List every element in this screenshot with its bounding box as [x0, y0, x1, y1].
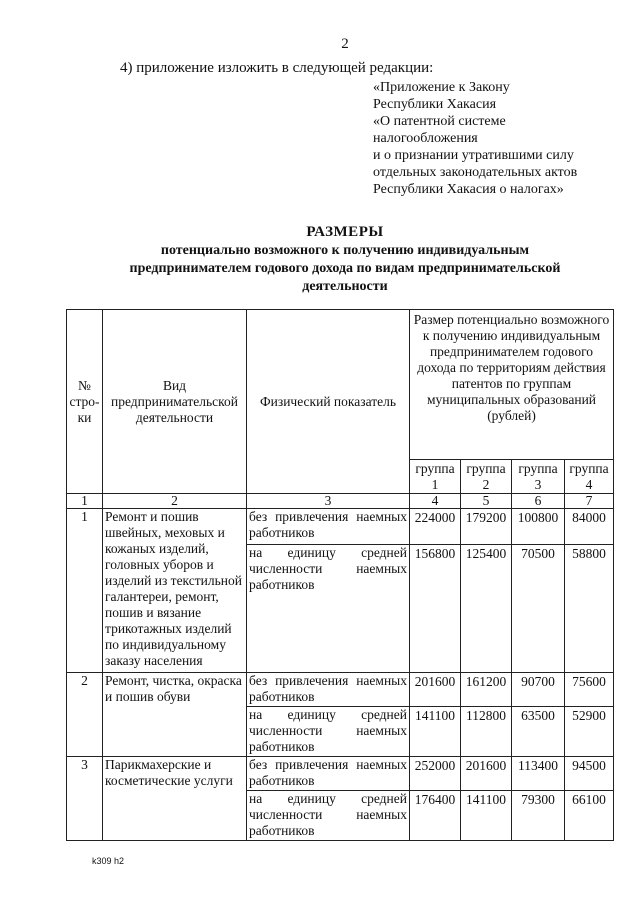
footer-code: k309 h2 [92, 856, 125, 866]
column-number: 2 [103, 494, 247, 509]
row-number: 3 [67, 757, 103, 841]
value-cell: 90700 [512, 673, 565, 707]
indicator-text: на единицу средней численности наемных работников [247, 707, 410, 757]
appendix-line: отдельных законодательных актов [373, 165, 578, 180]
value-cell: 201600 [410, 673, 461, 707]
value-cell: 112800 [461, 707, 512, 757]
income-table [66, 309, 614, 841]
header-group: группа 3 [512, 460, 565, 494]
activity-name: Ремонт, чистка, окраска и пошив обуви [103, 673, 247, 757]
appendix-line: налогообложения [373, 131, 478, 146]
indicator-text: без привлечения наемных работников [247, 509, 410, 545]
appendix-line: и о признании утратившими силу [373, 148, 574, 163]
value-cell: 70500 [512, 545, 565, 673]
column-number: 5 [461, 494, 512, 509]
indicator-text: на единицу средней численности наемных работников [247, 791, 410, 841]
value-cell: 201600 [461, 757, 512, 791]
value-cell: 79300 [512, 791, 565, 841]
value-cell: 224000 [410, 509, 461, 545]
row-number: 2 [67, 673, 103, 757]
value-cell: 113400 [512, 757, 565, 791]
activity-name: Ремонт и пошив швейных, меховых и кожаных изделий, головных уборов и изделий из текстильной галантереи, ремонт, пошив и вязание трикотажных изделий по индивидуальному заказу населения [103, 509, 247, 673]
column-number: 4 [410, 494, 461, 509]
column-number: 6 [512, 494, 565, 509]
header-income-size: Размер потенциально возможного к получению индивидуальным предпринимателем годового дохода по территориям действия патентов по группам муниципальных образований (рублей) [410, 310, 614, 460]
value-cell: 66100 [565, 791, 614, 841]
document-title: РАЗМЕРЫ [306, 224, 384, 240]
value-cell: 141100 [410, 707, 461, 757]
column-number: 3 [247, 494, 410, 509]
value-cell: 63500 [512, 707, 565, 757]
value-cell: 125400 [461, 545, 512, 673]
appendix-reference [373, 79, 577, 198]
appendix-line: Республики Хакасия [373, 97, 497, 112]
header-activity: Вид предпринимательской деятельности [103, 310, 247, 494]
document-subtitle: потенциально возможного к получению индивидуальным предпринимателем годового дохода по видам предпринимательской деятельности [129, 243, 561, 294]
indicator-text: без привлечения наемных работников [247, 673, 410, 707]
value-cell: 84000 [565, 509, 614, 545]
header-group: группа 4 [565, 460, 614, 494]
value-cell: 156800 [410, 545, 461, 673]
value-cell: 252000 [410, 757, 461, 791]
value-cell: 94500 [565, 757, 614, 791]
appendix-line: «О патентной системе [373, 114, 506, 129]
value-cell: 100800 [512, 509, 565, 545]
column-number: 7 [565, 494, 614, 509]
header-indicator: Физический показатель [247, 310, 410, 494]
value-cell: 52900 [565, 707, 614, 757]
header-group: группа 2 [461, 460, 512, 494]
header-row-number: № стро-ки [67, 310, 103, 494]
value-cell: 75600 [565, 673, 614, 707]
value-cell: 179200 [461, 509, 512, 545]
intro-text: 4) приложение изложить в следующей редакции: [120, 60, 434, 76]
activity-name: Парикмахерские и косметические услуги [103, 757, 247, 841]
value-cell: 58800 [565, 545, 614, 673]
value-cell: 161200 [461, 673, 512, 707]
page-number: 2 [341, 36, 349, 52]
appendix-line: Республики Хакасия о налогах» [373, 182, 564, 197]
row-number: 1 [67, 509, 103, 673]
column-number: 1 [67, 494, 103, 509]
header-group: группа 1 [410, 460, 461, 494]
indicator-text: без привлечения наемных работников [247, 757, 410, 791]
indicator-text: на единицу средней численности наемных работников [247, 545, 410, 673]
value-cell: 176400 [410, 791, 461, 841]
value-cell: 141100 [461, 791, 512, 841]
appendix-line: «Приложение к Закону [373, 80, 510, 95]
